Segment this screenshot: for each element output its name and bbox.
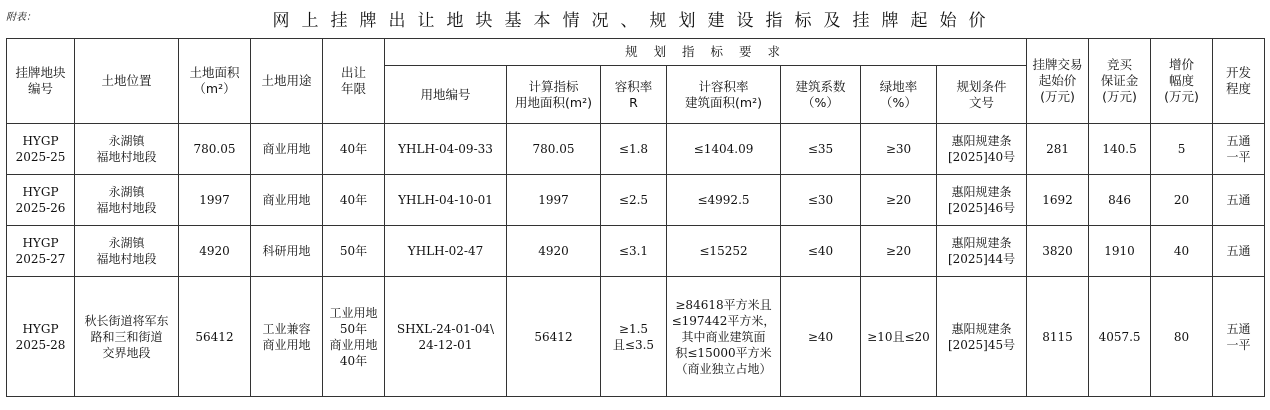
cell-use: 商业用地 (251, 124, 323, 175)
header-far-area: 计容积率 建筑面积(m²) (667, 66, 781, 124)
header-term: 出让 年限 (323, 39, 385, 124)
cell-doc: 惠阳规建条 [2025]45号 (937, 277, 1027, 397)
header-deposit: 竞买 保证金 (万元) (1089, 39, 1151, 124)
cell-far: ≤2.5 (601, 175, 667, 226)
cell-calc-area: 780.05 (507, 124, 601, 175)
cell-coverage: ≤40 (781, 226, 861, 277)
table-row (7, 175, 1265, 226)
cell-increment: 5 (1151, 124, 1213, 175)
cell-plot-code: YHLH-04-09-33 (385, 124, 507, 175)
page-title: 网上挂牌出让地块基本情况、规划建设指标及挂牌起始价 (272, 11, 998, 31)
cell-deposit: 1910 (1089, 226, 1151, 277)
cell-dev: 五通 (1213, 226, 1265, 277)
header-coverage: 建筑系数 （%） (781, 66, 861, 124)
cell-coverage: ≥40 (781, 277, 861, 397)
cell-plot-code: SHXL-24-01-04\ 24-12-01 (385, 277, 507, 397)
cell-far-area: ≤1404.09 (667, 124, 781, 175)
cell-area: 780.05 (179, 124, 251, 175)
cell-id: HYGP 2025-27 (7, 226, 75, 277)
header-plot-code: 用地编号 (385, 66, 507, 124)
header-planning-group: 规 划 指 标 要 求 (385, 39, 1027, 66)
cell-increment: 20 (1151, 175, 1213, 226)
cell-calc-area: 1997 (507, 175, 601, 226)
table-row (7, 124, 1265, 175)
cell-far: ≥1.5 且≤3.5 (601, 277, 667, 397)
cell-term: 40年 (323, 124, 385, 175)
header-far: 容积率 R (601, 66, 667, 124)
cell-green: ≥10且≤20 (861, 277, 937, 397)
cell-increment: 40 (1151, 226, 1213, 277)
header-calc-area: 计算指标 用地面积(m²) (507, 66, 601, 124)
header-id: 挂牌地块 编号 (7, 39, 75, 124)
cell-dev: 五通 一平 (1213, 124, 1265, 175)
header-dev: 开发 程度 (1213, 39, 1265, 124)
cell-start-price: 3820 (1027, 226, 1089, 277)
cell-location: 永湖镇 福地村地段 (75, 175, 179, 226)
cell-dev: 五通 (1213, 175, 1265, 226)
cell-calc-area: 56412 (507, 277, 601, 397)
cell-far: ≤1.8 (601, 124, 667, 175)
cell-term: 工业用地 50年 商业用地 40年 (323, 277, 385, 397)
cell-location: 永湖镇 福地村地段 (75, 124, 179, 175)
cell-term: 50年 (323, 226, 385, 277)
header-green: 绿地率 （%） (861, 66, 937, 124)
cell-plot-code: YHLH-04-10-01 (385, 175, 507, 226)
cell-id: HYGP 2025-26 (7, 175, 75, 226)
cell-far-area: ≤4992.5 (667, 175, 781, 226)
cell-far: ≤3.1 (601, 226, 667, 277)
table-row (7, 226, 1265, 277)
header-start-price: 挂牌交易 起始价 (万元) (1027, 39, 1089, 124)
header-use: 土地用途 (251, 39, 323, 124)
cell-id: HYGP 2025-28 (7, 277, 75, 397)
table-row (7, 277, 1265, 397)
cell-doc: 惠阳规建条 [2025]46号 (937, 175, 1027, 226)
cell-area: 56412 (179, 277, 251, 397)
cell-use: 商业用地 (251, 175, 323, 226)
cell-term: 40年 (323, 175, 385, 226)
cell-deposit: 140.5 (1089, 124, 1151, 175)
header-area: 土地面积 （m²） (179, 39, 251, 124)
cell-coverage: ≤35 (781, 124, 861, 175)
cell-area: 4920 (179, 226, 251, 277)
cell-far-area: ≤15252 (667, 226, 781, 277)
cell-doc: 惠阳规建条 [2025]40号 (937, 124, 1027, 175)
header-doc: 规划条件 文号 (937, 66, 1027, 124)
cell-green: ≥20 (861, 226, 937, 277)
cell-dev: 五通 一平 (1213, 277, 1265, 397)
cell-far-area: ≥84618平方米且 ≤197442平方米， 其中商业建筑面 积≤15000平方米 （商业独立占地） (667, 277, 781, 397)
cell-use: 科研用地 (251, 226, 323, 277)
cell-coverage: ≤30 (781, 175, 861, 226)
cell-plot-code: YHLH-02-47 (385, 226, 507, 277)
cell-start-price: 281 (1027, 124, 1089, 175)
cell-start-price: 1692 (1027, 175, 1089, 226)
cell-increment: 80 (1151, 277, 1213, 397)
land-parcel-table (6, 38, 1265, 397)
appendix-note: 附表： (6, 12, 36, 23)
cell-start-price: 8115 (1027, 277, 1089, 397)
cell-area: 1997 (179, 175, 251, 226)
cell-doc: 惠阳规建条 [2025]44号 (937, 226, 1027, 277)
cell-location: 永湖镇 福地村地段 (75, 226, 179, 277)
cell-green: ≥20 (861, 175, 937, 226)
cell-id: HYGP 2025-25 (7, 124, 75, 175)
cell-deposit: 4057.5 (1089, 277, 1151, 397)
header-location: 土地位置 (75, 39, 179, 124)
cell-use: 工业兼容 商业用地 (251, 277, 323, 397)
cell-deposit: 846 (1089, 175, 1151, 226)
header-increment: 增价 幅度 (万元) (1151, 39, 1213, 124)
cell-calc-area: 4920 (507, 226, 601, 277)
cell-green: ≥30 (861, 124, 937, 175)
cell-location: 秋长街道将军东 路和三和街道 交界地段 (75, 277, 179, 397)
